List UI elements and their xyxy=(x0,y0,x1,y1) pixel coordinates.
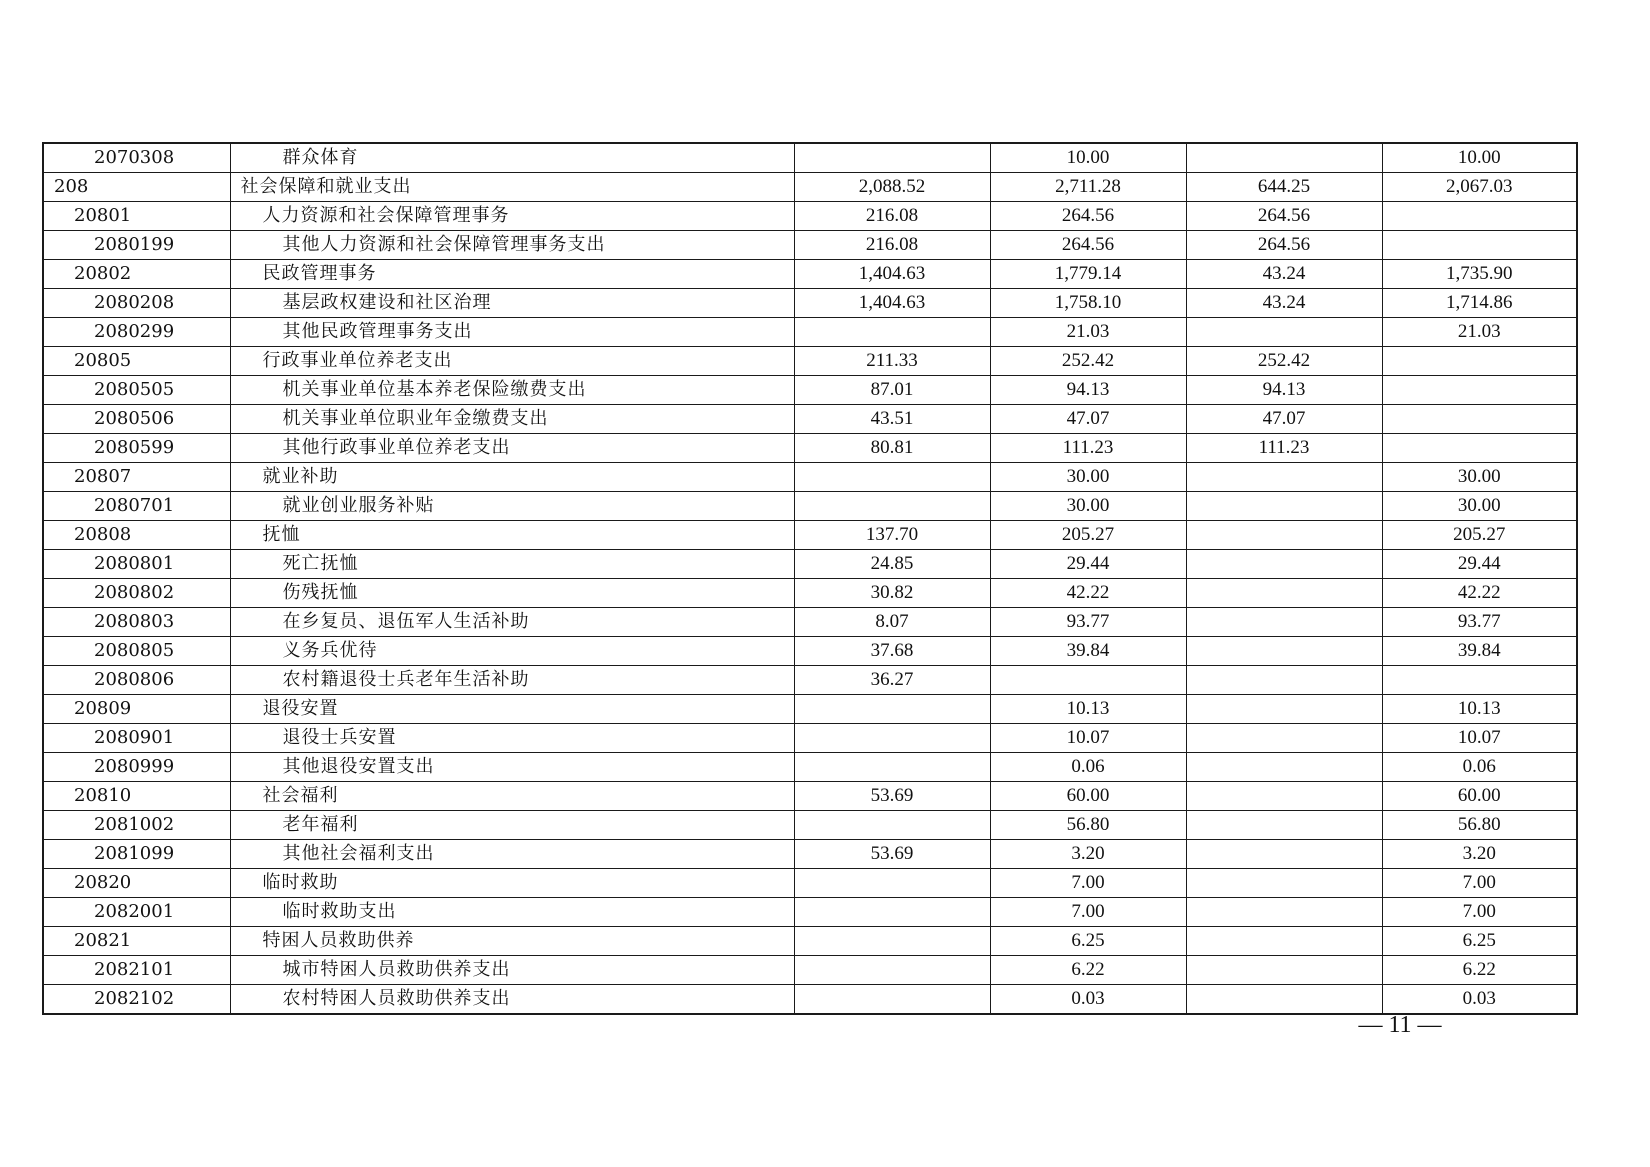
row-name: 抚恤 xyxy=(230,521,794,550)
table-row xyxy=(43,898,1577,927)
table-row xyxy=(43,724,1577,753)
row-name: 社会福利 xyxy=(230,782,794,811)
row-name: 机关事业单位基本养老保险缴费支出 xyxy=(230,376,794,405)
row-value-col2 xyxy=(990,666,1186,695)
row-value-col2: 205.27 xyxy=(990,521,1186,550)
row-value-col1: 87.01 xyxy=(794,376,990,405)
row-value-col2: 1,758.10 xyxy=(990,289,1186,318)
row-value-col1: 8.07 xyxy=(794,608,990,637)
row-value-col4 xyxy=(1382,202,1577,231)
row-value-col1 xyxy=(794,143,990,173)
row-value-col1: 43.51 xyxy=(794,405,990,434)
row-name: 城市特困人员救助供养支出 xyxy=(230,956,794,985)
row-value-col3 xyxy=(1186,898,1382,927)
row-value-col1 xyxy=(794,956,990,985)
row-name: 老年福利 xyxy=(230,811,794,840)
row-value-col3 xyxy=(1186,318,1382,347)
row-value-col1: 216.08 xyxy=(794,202,990,231)
row-code: 2080802 xyxy=(43,579,230,608)
row-value-col3: 264.56 xyxy=(1186,202,1382,231)
row-name: 社会保障和就业支出 xyxy=(230,173,794,202)
row-value-col3: 644.25 xyxy=(1186,173,1382,202)
row-name: 其他民政管理事务支出 xyxy=(230,318,794,347)
table-row xyxy=(43,376,1577,405)
row-name: 伤残抚恤 xyxy=(230,579,794,608)
row-code: 2080801 xyxy=(43,550,230,579)
row-value-col2: 6.25 xyxy=(990,927,1186,956)
row-name: 义务兵优待 xyxy=(230,637,794,666)
row-code: 20805 xyxy=(43,347,230,376)
row-code: 2080505 xyxy=(43,376,230,405)
row-name: 特困人员救助供养 xyxy=(230,927,794,956)
row-value-col3 xyxy=(1186,782,1382,811)
row-value-col3 xyxy=(1186,637,1382,666)
row-code: 2080806 xyxy=(43,666,230,695)
row-value-col1: 137.70 xyxy=(794,521,990,550)
row-value-col4: 6.22 xyxy=(1382,956,1577,985)
row-code: 2080805 xyxy=(43,637,230,666)
row-value-col2: 7.00 xyxy=(990,869,1186,898)
table-row xyxy=(43,347,1577,376)
row-value-col2: 60.00 xyxy=(990,782,1186,811)
row-value-col2: 111.23 xyxy=(990,434,1186,463)
row-value-col1: 211.33 xyxy=(794,347,990,376)
row-value-col2: 0.03 xyxy=(990,985,1186,1015)
row-value-col3: 252.42 xyxy=(1186,347,1382,376)
row-value-col2: 42.22 xyxy=(990,579,1186,608)
row-value-col1 xyxy=(794,724,990,753)
row-name: 基层政权建设和社区治理 xyxy=(230,289,794,318)
row-value-col3 xyxy=(1186,550,1382,579)
row-value-col1: 37.68 xyxy=(794,637,990,666)
row-value-col1 xyxy=(794,492,990,521)
row-value-col4: 29.44 xyxy=(1382,550,1577,579)
row-value-col2: 1,779.14 xyxy=(990,260,1186,289)
row-value-col2: 10.00 xyxy=(990,143,1186,173)
table-row xyxy=(43,811,1577,840)
row-value-col4 xyxy=(1382,434,1577,463)
table-row xyxy=(43,666,1577,695)
row-value-col3 xyxy=(1186,811,1382,840)
row-value-col4: 56.80 xyxy=(1382,811,1577,840)
table-row xyxy=(43,608,1577,637)
table-row xyxy=(43,579,1577,608)
table-row xyxy=(43,405,1577,434)
row-value-col3 xyxy=(1186,869,1382,898)
row-value-col4: 3.20 xyxy=(1382,840,1577,869)
row-value-col3 xyxy=(1186,666,1382,695)
row-code: 20809 xyxy=(43,695,230,724)
row-code: 20821 xyxy=(43,927,230,956)
table-row xyxy=(43,637,1577,666)
table-row xyxy=(43,550,1577,579)
row-code: 2080901 xyxy=(43,724,230,753)
row-value-col4: 0.06 xyxy=(1382,753,1577,782)
row-value-col3 xyxy=(1186,927,1382,956)
table-row xyxy=(43,143,1577,173)
row-value-col2: 93.77 xyxy=(990,608,1186,637)
table-body xyxy=(43,143,1577,1014)
row-name: 农村籍退役士兵老年生活补助 xyxy=(230,666,794,695)
row-value-col1: 36.27 xyxy=(794,666,990,695)
row-name: 退役士兵安置 xyxy=(230,724,794,753)
row-value-col4: 10.13 xyxy=(1382,695,1577,724)
row-name: 在乡复员、退伍军人生活补助 xyxy=(230,608,794,637)
row-value-col4: 60.00 xyxy=(1382,782,1577,811)
row-name: 死亡抚恤 xyxy=(230,550,794,579)
row-value-col1: 53.69 xyxy=(794,840,990,869)
row-value-col2: 30.00 xyxy=(990,463,1186,492)
row-value-col3 xyxy=(1186,956,1382,985)
table-row xyxy=(43,318,1577,347)
row-value-col3 xyxy=(1186,724,1382,753)
row-name: 临时救助支出 xyxy=(230,898,794,927)
row-value-col4: 0.03 xyxy=(1382,985,1577,1015)
row-value-col4 xyxy=(1382,231,1577,260)
row-value-col3 xyxy=(1186,492,1382,521)
row-code: 2082102 xyxy=(43,985,230,1015)
row-value-col2: 56.80 xyxy=(990,811,1186,840)
row-value-col2: 252.42 xyxy=(990,347,1186,376)
row-value-col2: 264.56 xyxy=(990,202,1186,231)
table-row xyxy=(43,434,1577,463)
row-name: 就业创业服务补贴 xyxy=(230,492,794,521)
row-value-col2: 264.56 xyxy=(990,231,1186,260)
row-value-col1: 53.69 xyxy=(794,782,990,811)
table-row xyxy=(43,695,1577,724)
row-code: 20808 xyxy=(43,521,230,550)
row-name: 其他行政事业单位养老支出 xyxy=(230,434,794,463)
row-code: 2080803 xyxy=(43,608,230,637)
row-value-col1: 216.08 xyxy=(794,231,990,260)
row-value-col3: 43.24 xyxy=(1186,289,1382,318)
row-name: 农村特困人员救助供养支出 xyxy=(230,985,794,1015)
row-code: 2082001 xyxy=(43,898,230,927)
table-row xyxy=(43,782,1577,811)
row-name: 临时救助 xyxy=(230,869,794,898)
row-value-col4: 21.03 xyxy=(1382,318,1577,347)
row-value-col1: 2,088.52 xyxy=(794,173,990,202)
row-code: 2080701 xyxy=(43,492,230,521)
table-row xyxy=(43,840,1577,869)
row-value-col4: 2,067.03 xyxy=(1382,173,1577,202)
row-value-col3 xyxy=(1186,579,1382,608)
row-value-col4: 42.22 xyxy=(1382,579,1577,608)
row-value-col3: 264.56 xyxy=(1186,231,1382,260)
budget-table xyxy=(42,142,1578,1015)
row-value-col4: 1,714.86 xyxy=(1382,289,1577,318)
row-value-col1 xyxy=(794,898,990,927)
row-code: 2081002 xyxy=(43,811,230,840)
table-row xyxy=(43,985,1577,1015)
table-row xyxy=(43,463,1577,492)
row-value-col3 xyxy=(1186,463,1382,492)
row-value-col1 xyxy=(794,753,990,782)
row-name: 就业补助 xyxy=(230,463,794,492)
table-row xyxy=(43,173,1577,202)
row-code: 2080999 xyxy=(43,753,230,782)
row-code: 2080199 xyxy=(43,231,230,260)
row-value-col2: 47.07 xyxy=(990,405,1186,434)
row-code: 2082101 xyxy=(43,956,230,985)
row-value-col2: 94.13 xyxy=(990,376,1186,405)
row-name: 行政事业单位养老支出 xyxy=(230,347,794,376)
row-value-col1: 24.85 xyxy=(794,550,990,579)
row-value-col2: 29.44 xyxy=(990,550,1186,579)
row-value-col4: 30.00 xyxy=(1382,463,1577,492)
row-name: 其他退役安置支出 xyxy=(230,753,794,782)
row-name: 其他社会福利支出 xyxy=(230,840,794,869)
row-value-col4 xyxy=(1382,376,1577,405)
row-name: 机关事业单位职业年金缴费支出 xyxy=(230,405,794,434)
row-value-col4: 39.84 xyxy=(1382,637,1577,666)
row-value-col2: 6.22 xyxy=(990,956,1186,985)
row-value-col3 xyxy=(1186,143,1382,173)
table-row xyxy=(43,202,1577,231)
row-value-col1 xyxy=(794,318,990,347)
row-name: 人力资源和社会保障管理事务 xyxy=(230,202,794,231)
table-row xyxy=(43,492,1577,521)
row-value-col2: 30.00 xyxy=(990,492,1186,521)
row-value-col4: 1,735.90 xyxy=(1382,260,1577,289)
row-value-col1 xyxy=(794,927,990,956)
table-row xyxy=(43,869,1577,898)
table-row xyxy=(43,753,1577,782)
table-row xyxy=(43,521,1577,550)
table-row xyxy=(43,289,1577,318)
row-value-col4: 10.00 xyxy=(1382,143,1577,173)
row-code: 20820 xyxy=(43,869,230,898)
row-value-col1: 1,404.63 xyxy=(794,289,990,318)
row-value-col2: 10.07 xyxy=(990,724,1186,753)
row-value-col2: 10.13 xyxy=(990,695,1186,724)
row-value-col3: 47.07 xyxy=(1186,405,1382,434)
row-code: 20801 xyxy=(43,202,230,231)
row-code: 2080208 xyxy=(43,289,230,318)
row-name: 退役安置 xyxy=(230,695,794,724)
row-name: 其他人力资源和社会保障管理事务支出 xyxy=(230,231,794,260)
row-value-col3: 111.23 xyxy=(1186,434,1382,463)
row-value-col2: 21.03 xyxy=(990,318,1186,347)
page-number: — 11 — xyxy=(1358,1012,1442,1038)
row-code: 20810 xyxy=(43,782,230,811)
row-value-col2: 39.84 xyxy=(990,637,1186,666)
row-value-col2: 0.06 xyxy=(990,753,1186,782)
row-value-col3 xyxy=(1186,521,1382,550)
row-value-col3 xyxy=(1186,985,1382,1015)
row-name: 民政管理事务 xyxy=(230,260,794,289)
row-value-col1 xyxy=(794,985,990,1015)
row-value-col4: 10.07 xyxy=(1382,724,1577,753)
row-value-col1: 80.81 xyxy=(794,434,990,463)
row-value-col4: 205.27 xyxy=(1382,521,1577,550)
row-code: 20802 xyxy=(43,260,230,289)
table-row xyxy=(43,231,1577,260)
row-code: 2080506 xyxy=(43,405,230,434)
row-value-col3 xyxy=(1186,840,1382,869)
row-code: 20807 xyxy=(43,463,230,492)
row-value-col4: 7.00 xyxy=(1382,898,1577,927)
row-value-col4 xyxy=(1382,666,1577,695)
row-value-col4: 6.25 xyxy=(1382,927,1577,956)
row-code: 2070308 xyxy=(43,143,230,173)
row-value-col1 xyxy=(794,695,990,724)
row-value-col2: 2,711.28 xyxy=(990,173,1186,202)
row-value-col2: 7.00 xyxy=(990,898,1186,927)
row-value-col3 xyxy=(1186,695,1382,724)
row-value-col1: 30.82 xyxy=(794,579,990,608)
row-code: 2080599 xyxy=(43,434,230,463)
row-value-col4: 7.00 xyxy=(1382,869,1577,898)
row-value-col1 xyxy=(794,811,990,840)
row-value-col1: 1,404.63 xyxy=(794,260,990,289)
row-value-col3: 43.24 xyxy=(1186,260,1382,289)
row-value-col1 xyxy=(794,463,990,492)
row-value-col3 xyxy=(1186,608,1382,637)
row-code: 208 xyxy=(43,173,230,202)
row-value-col4: 93.77 xyxy=(1382,608,1577,637)
table-row xyxy=(43,260,1577,289)
table-row xyxy=(43,956,1577,985)
row-code: 2080299 xyxy=(43,318,230,347)
row-value-col3: 94.13 xyxy=(1186,376,1382,405)
row-value-col4: 30.00 xyxy=(1382,492,1577,521)
row-value-col2: 3.20 xyxy=(990,840,1186,869)
row-name: 群众体育 xyxy=(230,143,794,173)
table-row xyxy=(43,927,1577,956)
row-value-col3 xyxy=(1186,753,1382,782)
row-value-col1 xyxy=(794,869,990,898)
row-code: 2081099 xyxy=(43,840,230,869)
row-value-col4 xyxy=(1382,347,1577,376)
row-value-col4 xyxy=(1382,405,1577,434)
